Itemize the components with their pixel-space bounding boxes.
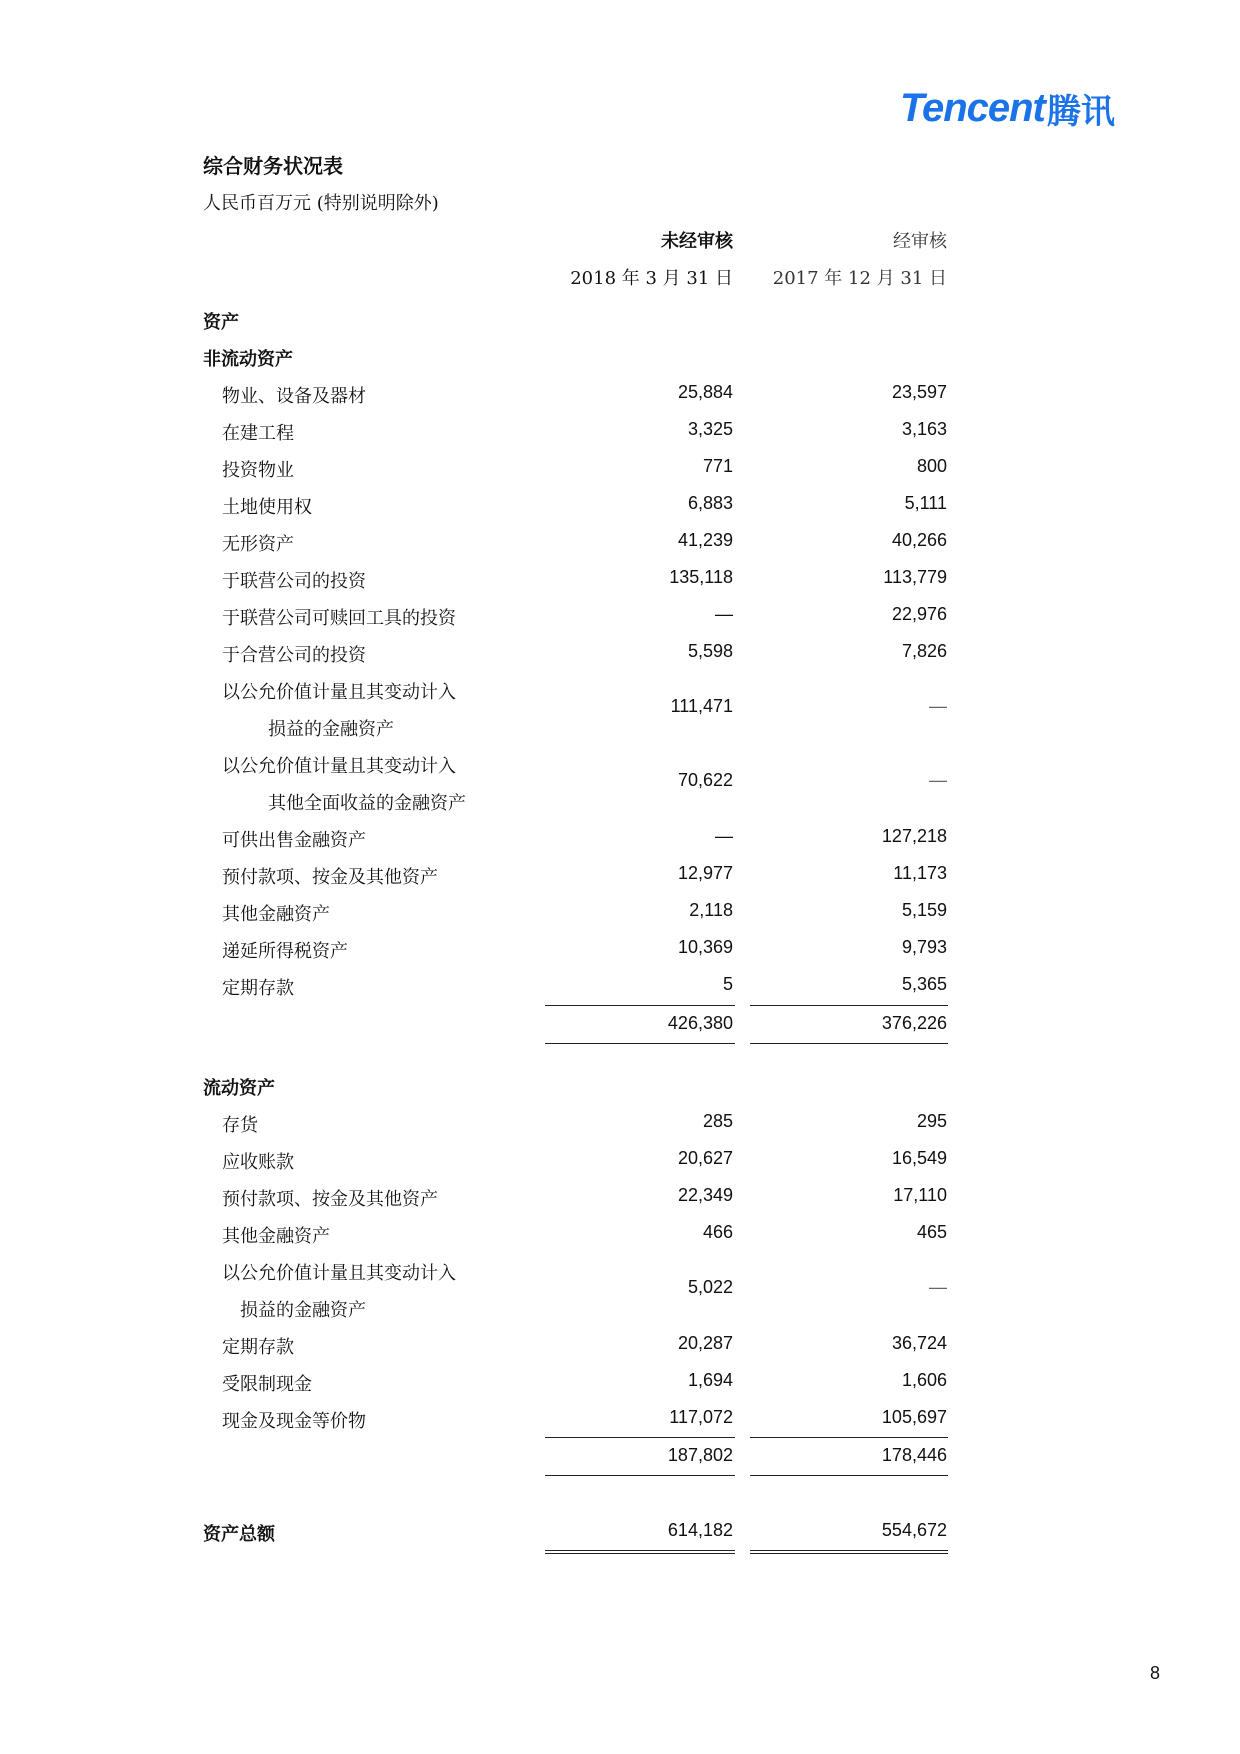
current-heading: 流动资产: [203, 1078, 275, 1099]
row-label: 受限制现金: [222, 1374, 312, 1395]
row-label: 于合营公司的投资: [222, 645, 366, 666]
row-label: 预付款项、按金及其他资产: [222, 1189, 438, 1210]
non-current-heading: 非流动资产: [203, 349, 293, 370]
row-value-2017: 5,365: [901, 974, 947, 994]
row-value-2017: 40,266: [891, 530, 947, 550]
statement-title: 综合财务状况表: [203, 154, 343, 178]
current-subtotal-row: [0, 1437, 1240, 1474]
table-row: [0, 411, 1240, 448]
table-row: [0, 855, 1240, 892]
table-row: [0, 670, 1240, 744]
row-label: 可供出售金融资产: [222, 830, 366, 851]
row-label: 递延所得税资产: [222, 941, 348, 962]
table-row: [0, 929, 1240, 966]
row-label-continuation: 其他全面收益的金融资产: [268, 793, 466, 814]
row-value-2017: 465: [916, 1222, 947, 1242]
total-value-2018: 614,182: [667, 1520, 733, 1540]
total-double-rule-col2: [750, 1550, 948, 1554]
subtotal-rule-bottom-col2: [750, 1043, 948, 1044]
row-value-2017: 800: [916, 456, 947, 476]
row-value-2018: 41,239: [677, 530, 733, 550]
subtotal-value-2018: 187,802: [667, 1445, 733, 1465]
row-value-2018: 1,694: [687, 1370, 733, 1390]
row-value-2017: 7,826: [901, 641, 947, 661]
logo-text-cn: 腾讯: [1046, 91, 1115, 132]
table-row: [0, 1214, 1240, 1251]
section-current: [0, 1066, 1240, 1103]
row-label: 以公允价值计量且其变动计入: [222, 756, 456, 777]
row-value-2017: 295: [916, 1111, 947, 1131]
subtotal-value-2017: 376,226: [881, 1013, 947, 1033]
row-label: 其他金融资产: [222, 904, 330, 925]
table-row: [0, 1325, 1240, 1362]
row-value-2018: —: [715, 604, 733, 624]
table-row: [0, 966, 1240, 1003]
total-assets-row: [0, 1512, 1240, 1549]
row-value-2017: 127,218: [881, 826, 947, 846]
row-value-2018: 3,325: [687, 419, 733, 439]
row-value-2017: 5,111: [904, 493, 947, 513]
table-row: [0, 1362, 1240, 1399]
row-value-2017: —: [929, 1277, 947, 1297]
table-row: [0, 818, 1240, 855]
row-value-2017: 113,779: [883, 567, 947, 587]
row-value-2017: 17,110: [893, 1185, 947, 1205]
total-assets-label: 资产总额: [203, 1524, 275, 1545]
row-value-2018: 20,287: [677, 1333, 733, 1353]
row-label: 其他金融资产: [222, 1226, 330, 1247]
table-row: [0, 448, 1240, 485]
row-label: 物业、设备及器材: [222, 386, 366, 407]
row-label: 以公允价值计量且其变动计入: [222, 682, 456, 703]
table-row: [0, 485, 1240, 522]
page-number: 8: [1150, 1663, 1161, 1683]
row-value-2018: 466: [702, 1222, 733, 1242]
row-value-2018: 22,349: [677, 1185, 733, 1205]
row-value-2018: 70,622: [677, 770, 733, 790]
row-label: 预付款项、按金及其他资产: [222, 867, 438, 888]
section-assets: [0, 300, 1240, 337]
section-non-current: [0, 337, 1240, 374]
row-label: 于联营公司可赎回工具的投资: [222, 608, 456, 629]
row-value-2017: —: [929, 696, 947, 716]
table-row: [0, 596, 1240, 633]
row-label: 存货: [222, 1115, 258, 1136]
row-value-2017: 1,606: [901, 1370, 947, 1390]
row-value-2018: 111,471: [670, 696, 733, 716]
logo-text-en: Tencent: [900, 85, 1045, 130]
row-value-2018: 6,883: [687, 493, 733, 513]
row-value-2018: 117,072: [669, 1407, 733, 1427]
col2-status: 经审核: [893, 231, 947, 252]
row-value-2018: 135,118: [669, 567, 733, 587]
row-label: 投资物业: [222, 460, 294, 481]
row-value-2017: 5,159: [901, 900, 947, 920]
total-double-rule-col1: [545, 1550, 735, 1554]
col2-date: 2017 年 12 月 31 日: [772, 268, 947, 289]
statement-subtitle: 人民币百万元 (特别说明除外): [203, 193, 439, 214]
subtotal-value-2017: 178,446: [881, 1445, 947, 1465]
subtotal-value-2018: 426,380: [667, 1013, 733, 1033]
table-row: [0, 744, 1240, 818]
row-label: 土地使用权: [222, 497, 312, 518]
row-label: 在建工程: [222, 423, 294, 444]
table-row: [0, 374, 1240, 411]
row-value-2017: 11,173: [893, 863, 947, 883]
non-current-subtotal-row: [0, 1005, 1240, 1042]
row-label: 无形资产: [222, 534, 294, 555]
row-value-2017: 22,976: [891, 604, 947, 624]
col1-status: 未经审核: [661, 231, 733, 252]
row-value-2018: 25,884: [677, 382, 733, 402]
row-label: 于联营公司的投资: [222, 571, 366, 592]
table-row: [0, 892, 1240, 929]
table-row: [0, 1103, 1240, 1140]
table-row: [0, 522, 1240, 559]
row-value-2018: 5,022: [687, 1277, 733, 1297]
row-label: 应收账款: [222, 1152, 294, 1173]
row-label-continuation: 损益的金融资产: [240, 1300, 366, 1321]
row-value-2017: —: [929, 770, 947, 790]
row-value-2018: —: [715, 826, 733, 846]
row-value-2017: 105,697: [881, 1407, 947, 1427]
row-label: 定期存款: [222, 1337, 294, 1358]
row-value-2018: 5: [722, 974, 733, 994]
col1-date: 2018 年 3 月 31 日: [570, 268, 733, 289]
table-row: [0, 1177, 1240, 1214]
row-value-2018: 12,977: [677, 863, 733, 883]
section-assets-label: 资产: [203, 312, 239, 333]
row-value-2018: 10,369: [677, 937, 733, 957]
subtotal-rule-bottom-col1: [545, 1043, 735, 1044]
current-subtotal-rule-bottom-col2: [750, 1475, 948, 1476]
row-label-continuation: 损益的金融资产: [268, 719, 394, 740]
row-value-2018: 5,598: [687, 641, 733, 661]
table-row: [0, 1251, 1240, 1325]
total-value-2017: 554,672: [881, 1520, 947, 1540]
table-row: [0, 559, 1240, 596]
table-row: [0, 633, 1240, 670]
tencent-logo: [900, 86, 1140, 130]
row-value-2018: 771: [702, 456, 733, 476]
row-value-2018: 285: [702, 1111, 733, 1131]
table-row: [0, 1140, 1240, 1177]
row-label: 以公允价值计量且其变动计入: [222, 1263, 456, 1284]
current-subtotal-rule-bottom-col1: [545, 1475, 735, 1476]
row-value-2018: 20,627: [677, 1148, 733, 1168]
row-value-2017: 23,597: [891, 382, 947, 402]
row-label: 现金及现金等价物: [222, 1411, 366, 1432]
row-value-2018: 2,118: [689, 900, 733, 920]
row-value-2017: 3,163: [901, 419, 947, 439]
table-row: [0, 1399, 1240, 1436]
row-label: 定期存款: [222, 978, 294, 999]
row-value-2017: 16,549: [891, 1148, 947, 1168]
row-value-2017: 9,793: [901, 937, 947, 957]
row-value-2017: 36,724: [891, 1333, 947, 1353]
